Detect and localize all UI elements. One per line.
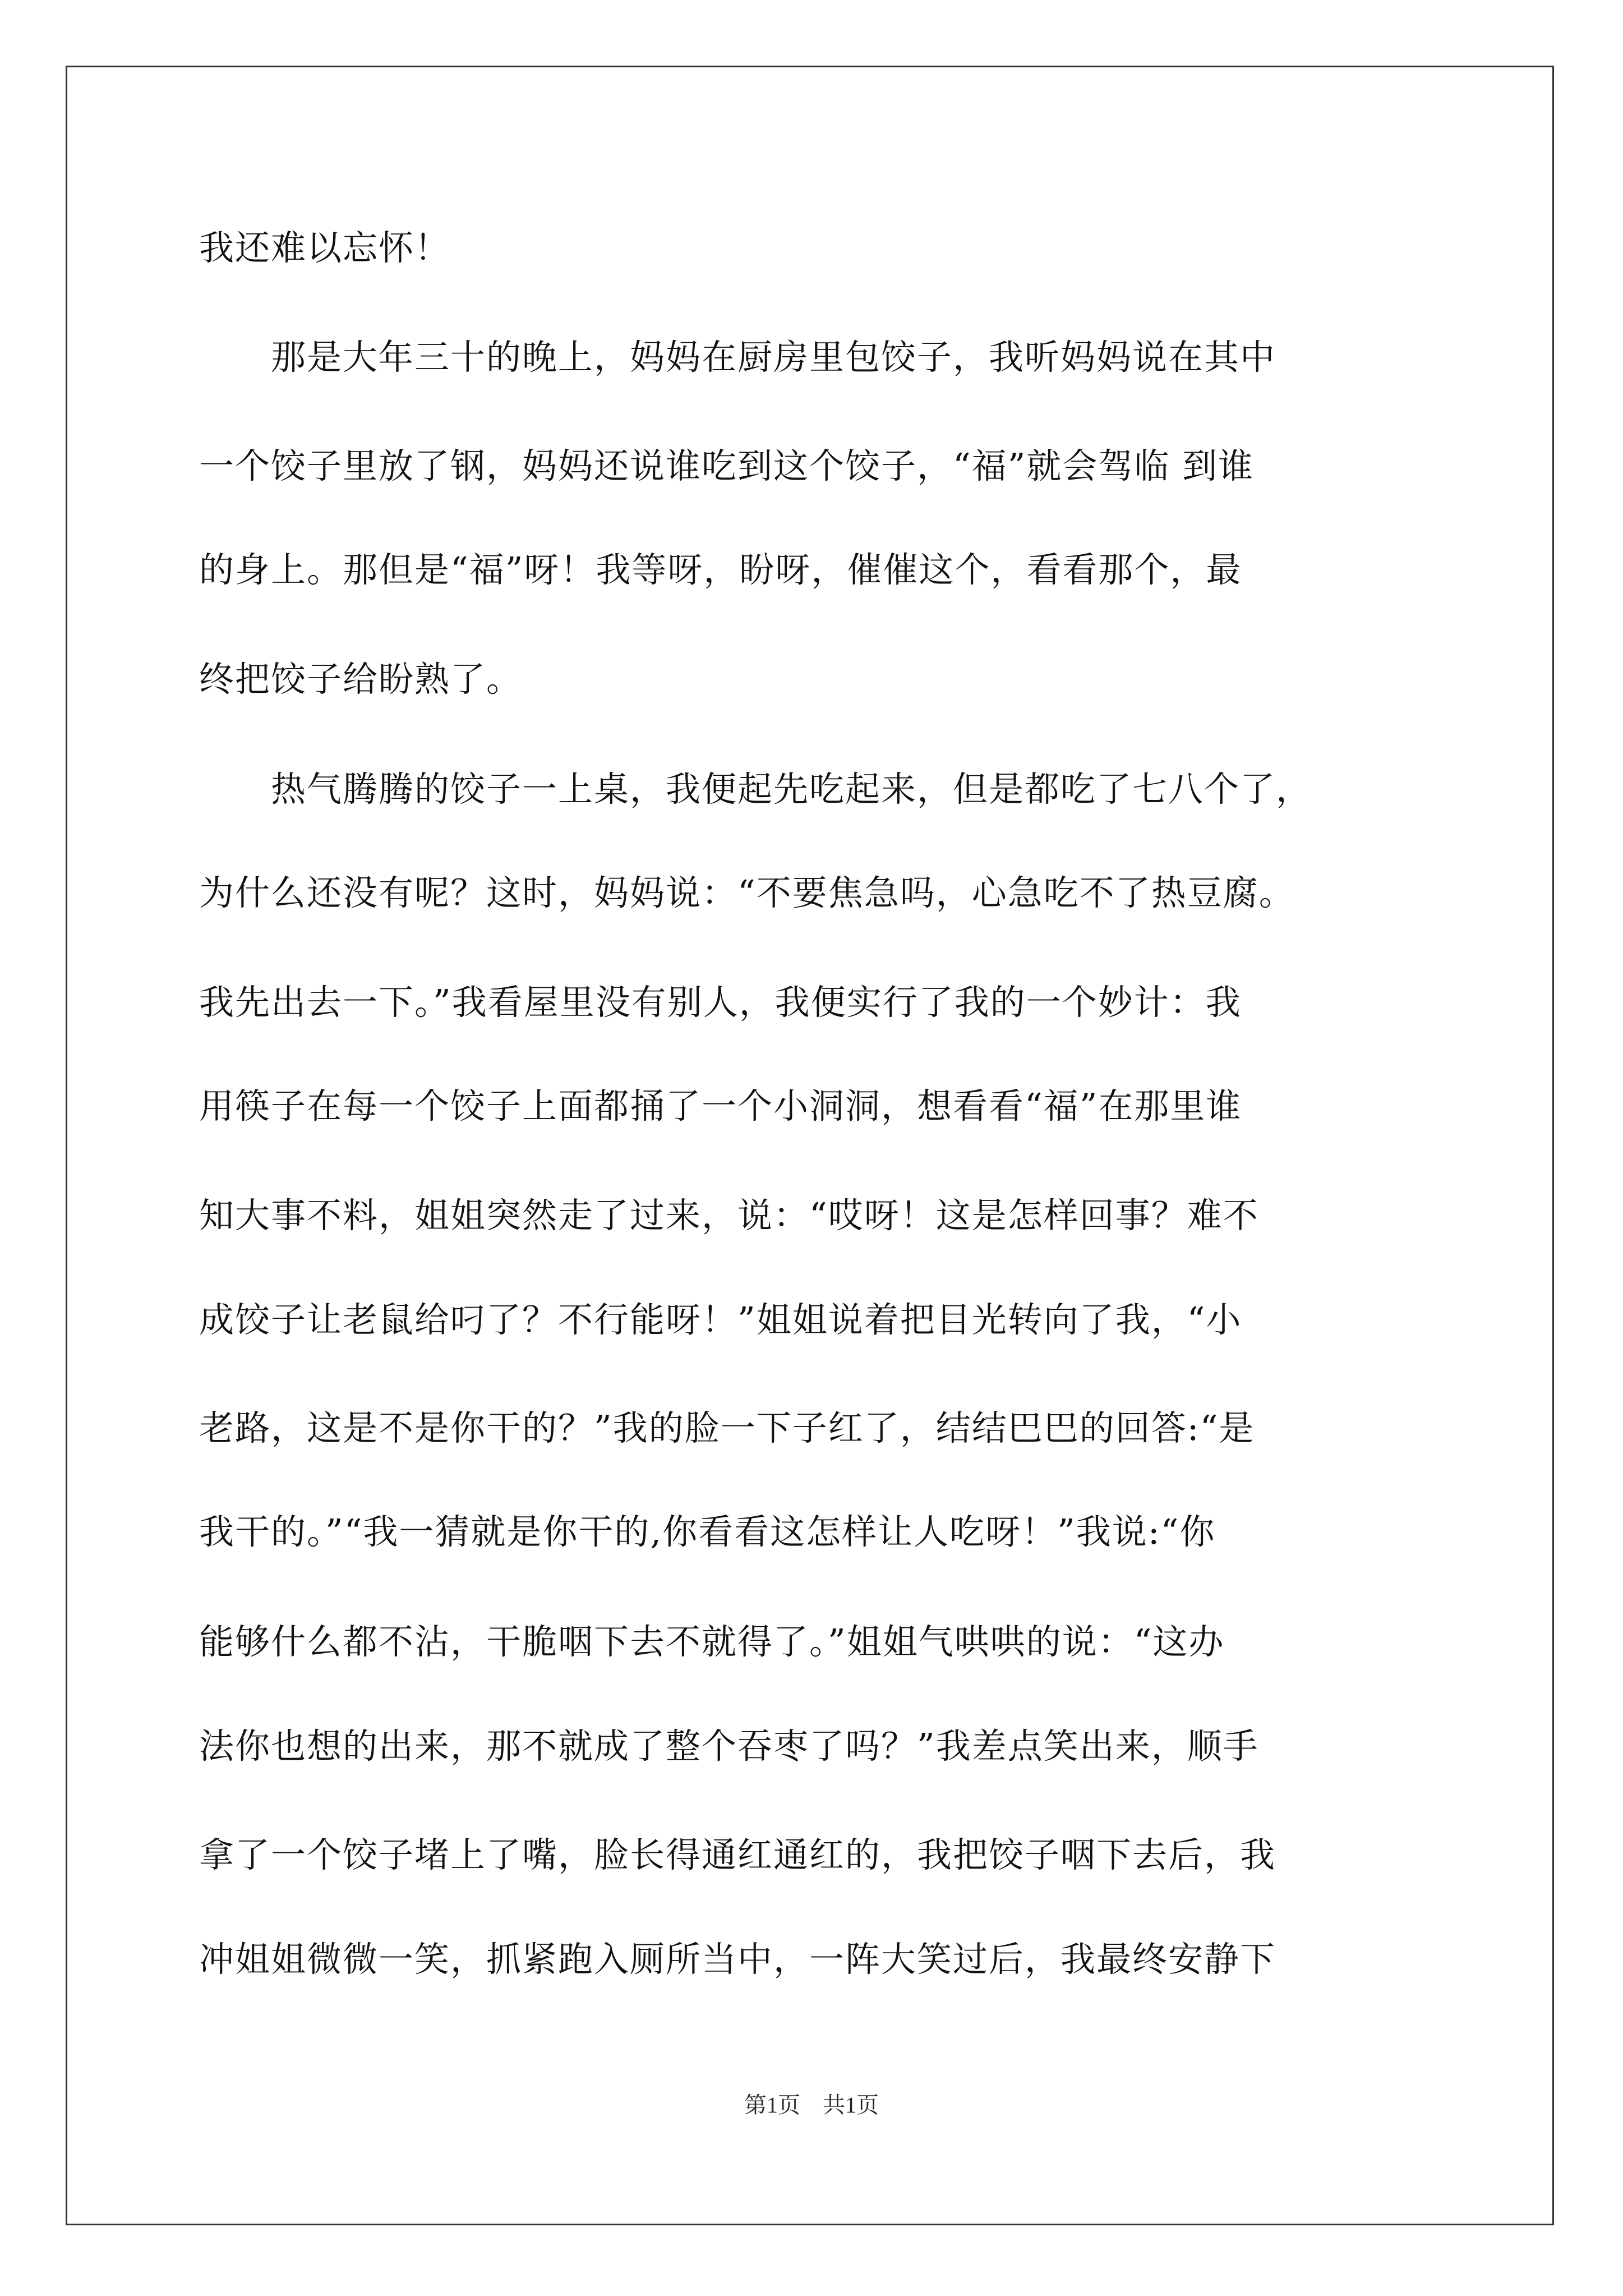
text-line: 用筷子在每一个饺子上面都捅了一个小洞洞，想看看“福”在那里谁	[199, 1085, 1242, 1126]
text-line: 拿了一个饺子堵上了嘴，脸长得通红通红的，我把饺子咽下去后，我	[199, 1834, 1276, 1875]
text-line: 我还难以忘怀！	[199, 227, 451, 268]
text-line: 法你也想的出来，那不就成了整个吞枣了吗？”我差点笑出来，顺手	[199, 1726, 1259, 1766]
text-line: 老路，这是不是你干的？”我的脸一下子红了，结结巴巴的回答:“是	[199, 1407, 1255, 1448]
text-line: 一个饺子里放了钢，妈妈还说谁吃到这个饺子，“福”就会驾临 到谁	[199, 445, 1255, 486]
page-border	[66, 66, 1554, 2225]
text-line: 的身上。那但是“福”呀！我等呀，盼呀，催催这个，看看那个，最	[199, 549, 1242, 590]
text-line: 冲姐姐微微一笑，抓紧跑入厕所当中，一阵大笑过后，我最终安静下	[199, 1939, 1276, 1980]
text-line: 为什么还没有呢？这时，妈妈说：“不要焦急吗，心急吃不了热豆腐。	[199, 872, 1295, 913]
text-line: 我干的。”“我一猜就是你干的,你看看这怎样让人吃呀！”我说:“你	[199, 1511, 1216, 1552]
text-line: 成饺子让老鼠给叼了？不行能呀！”姐姐说着把目光转向了我，“小	[199, 1299, 1242, 1340]
text-line: 热气腾腾的饺子一上桌，我便起先吃起来，但是都吃了七八个了，	[199, 769, 1312, 809]
text-line: 知大事不料，姐姐突然走了过来，说：“哎呀！这是怎样回事？难不	[199, 1195, 1259, 1236]
text-line: 那是大年三十的晚上，妈妈在厨房里包饺子，我听妈妈说在其中	[199, 337, 1276, 378]
text-line: 我先出去一下。”我看屋里没有别人，我便实行了我的一个妙计：我	[199, 982, 1242, 1023]
text-line: 能够什么都不沾，干脆咽下去不就得了。”姐姐气哄哄的说：“这办	[199, 1621, 1225, 1662]
page-number-footer: 第1页 共1页	[744, 2092, 879, 2118]
text-line: 终把饺子给盼熟了。	[199, 659, 523, 700]
